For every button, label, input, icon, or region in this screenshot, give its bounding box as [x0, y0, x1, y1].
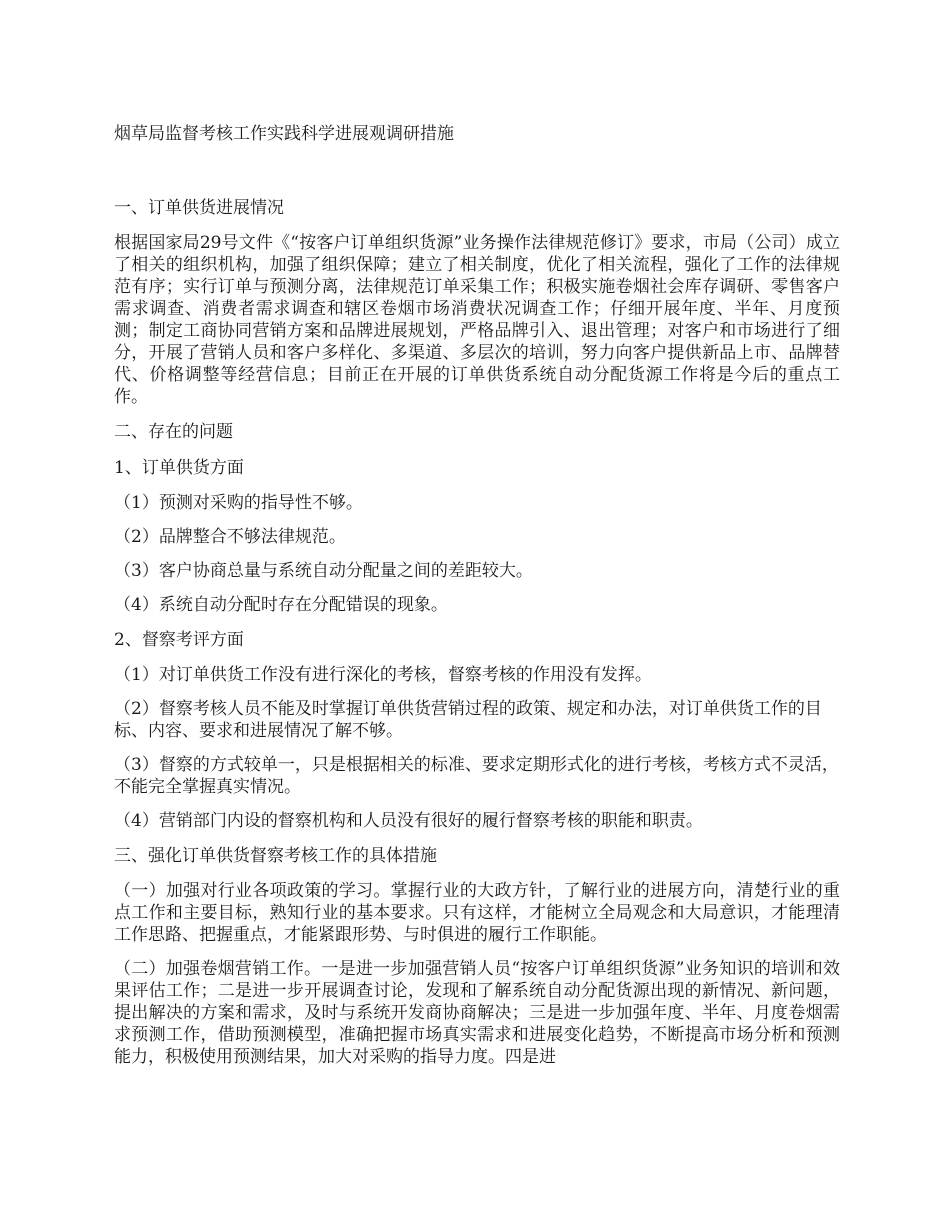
section-3-paragraph-1: （一）加强对行业各项政策的学习。掌握行业的大政方针，了解行业的进展方向，清楚行业的重点工作和主要目标，熟知行业的基本要求。只有这样，才能树立全局观念和大局意识，才能理清工作思路、把握重点，才能紧跟形势、与时俱进的履行工作职能。	[114, 881, 840, 945]
section-heading-2: 二、存在的问题	[114, 422, 233, 442]
subsection-heading-supervision: 2、督察考评方面	[114, 630, 244, 650]
document-title: 烟草局监督考核工作实践科学进展观调研措施	[114, 124, 454, 144]
list-item: （2）品牌整合不够法律规范。	[114, 527, 346, 547]
section-3-paragraph-2: （二）加强卷烟营销工作。一是进一步加强营销人员“按客户订单组织货源”业务知识的培训和效果评估工作；二是进一步开展调查讨论，发现和了解系统自动分配货源出现的新情况、新问题，提出解决的方案和需求，及时与系统开发商协商解决；三是进一步加强年度、半年、月度卷烟需求预测工作，借助预测模型，准确把握市场真实需求和进展变化趋势，不断提高市场分析和预测能力，积极使用预测结果，加大对采购的指导力度。四是进	[114, 959, 840, 1067]
list-item: （4）系统自动分配时存在分配错误的现象。	[114, 595, 448, 615]
section-1-paragraph: 根据国家局29号文件《“按客户订单组织货源”业务操作法律规范修订》要求，市局（公司）成立了相关的组织机构，加强了组织保障；建立了相关制度，优化了相关流程，强化了工作的法律规范有序；实行订单与预测分离，法律规范订单采集工作；积极实施卷烟社会库存调研、零售客户需求调查、消费者需求调查和辖区卷烟市场消费状况调查工作；仔细开展年度、半年、月度预测；制定工商协同营销方案和品牌进展规划，严格品牌引入、退出管理；对客户和市场进行了细分，开展了营销人员和客户多样化、多渠道、多层次的培训，努力向客户提供新品上市、品牌替代、价格调整等经营信息；目前正在开展的订单供货系统自动分配货源工作将是今后的重点工作。	[114, 233, 840, 407]
section-heading-1: 一、订单供货进展情况	[114, 198, 284, 218]
subsection-heading-order-supply: 1、订单供货方面	[114, 458, 244, 478]
list-item: （4）营销部门内设的督察机构和人员没有很好的履行督察考核的职能和职责。	[114, 811, 703, 831]
section-heading-3: 三、强化订单供货督察考核工作的具体措施	[114, 846, 437, 866]
list-item: （1）对订单供货工作没有进行深化的考核，督察考核的作用没有发挥。	[114, 665, 652, 685]
list-item: （3）督察的方式较单一，只是根据相关的标准、要求定期形式化的进行考核，考核方式不灵活，不能完全掌握真实情况。	[114, 755, 839, 797]
list-item: （1）预测对采购的指导性不够。	[114, 493, 363, 513]
list-item: （2）督察考核人员不能及时掌握订单供货营销过程的政策、规定和办法，对订单供货工作的目标、内容、要求和进展情况了解不够。	[114, 699, 822, 741]
list-item: （3）客户协商总量与系统自动分配量之间的差距较大。	[114, 561, 533, 581]
document-page	[114, 122, 840, 1080]
